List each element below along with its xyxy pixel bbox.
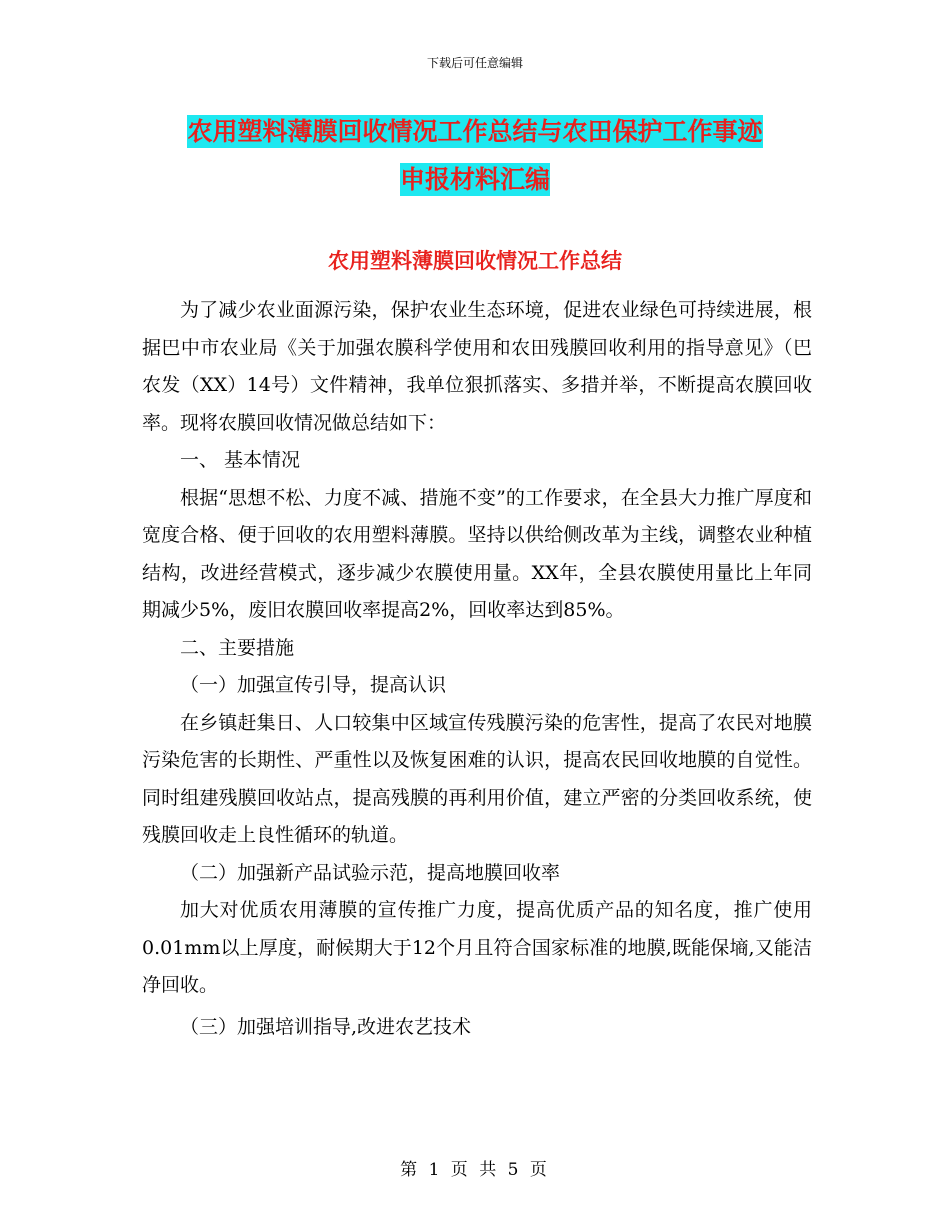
subheading-measure-2: （二）加强新产品试验示范，提高地膜回收率	[180, 861, 561, 884]
paragraph-measure-2: 加大对优质农用薄膜的宣传推广力度，提高优质产品的知名度，推广使用0.01mm以上厚度，耐候期大于12个月且符合国家标准的地膜,既能保墒,又能洁净回收。	[142, 899, 812, 996]
page-footer: 第 1 页 共 5 页	[400, 1160, 550, 1180]
heading-basic-situation: 一、 基本情况	[180, 449, 301, 471]
paragraph-basic-situation: 根据“思想不松、力度不减、措施不变”的工作要求，在全县大力推广厚度和宽度合格、便于回收的农用塑料薄膜。坚持以供给侧改革为主线，调整农业种植结构，改进经营模式，逐步减少农膜使用量。XX年，全县农膜使用量比上年同期减少5%，废旧农膜回收率提高2%，回收率达到85%。	[142, 486, 812, 621]
subheading-measure-3: （三）加强培训指导,改进农艺技术	[180, 1015, 472, 1038]
document-title-line-2	[0, 156, 950, 204]
title-highlight-2: 申报材料汇编	[399, 165, 550, 194]
paragraph-measure-1: 在乡镇赶集日、人口较集中区域宣传残膜污染的危害性，提高了农民对地膜污染危害的长期性、严重性以及恢复困难的认识，提高农民回收地膜的自觉性。同时组建残膜回收站点，提高残膜的再利用价值，建立严密的分类回收系统，使残膜回收走上良性循环的轨道。	[142, 711, 812, 846]
document-body	[142, 292, 812, 1046]
heading-main-measures: 二、主要措施	[180, 636, 295, 659]
document-title	[0, 108, 950, 204]
paragraph-intro: 为了减少农业面源污染，保护农业生态环境，促进农业绿色可持续进展，根据巴中市农业局《关于加强农膜科学使用和农田残膜回收利用的指导意见》（巴农发（XX）14号）文件精神，我单位狠抓落实、多措并举，不断提高农膜回收率。现将农膜回收情况做总结如下：	[142, 299, 812, 434]
page-header-note: 下载后可任意编辑	[426, 56, 523, 70]
subheading-measure-1: （一）加强宣传引导，提高认识	[180, 674, 447, 696]
title-highlight-1: 农用塑料薄膜回收情况工作总结与农田保护工作事迹	[187, 117, 763, 146]
section-title: 农用塑料薄膜回收情况工作总结	[328, 249, 622, 273]
document-title-line-1	[0, 108, 950, 156]
